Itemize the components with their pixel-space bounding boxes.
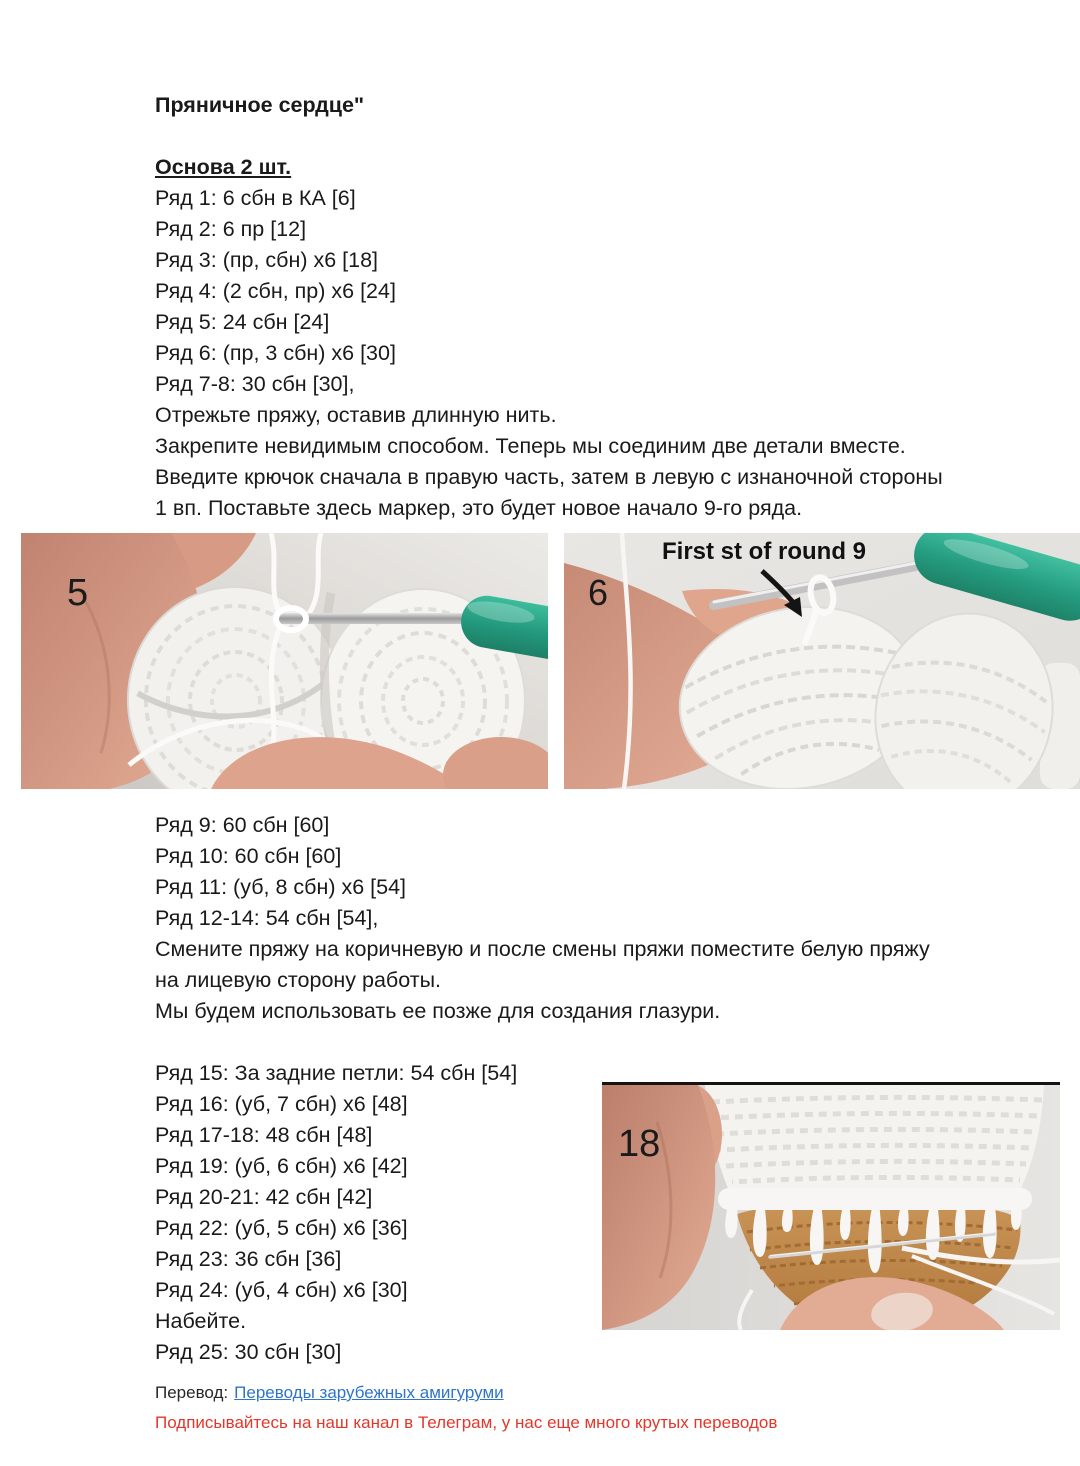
translation-link[interactable]: Переводы зарубежных амигуруми xyxy=(234,1383,504,1402)
photo-label: 5 xyxy=(67,572,89,614)
photo-label: 6 xyxy=(588,572,609,613)
page-title: Пряничное сердце" xyxy=(155,93,365,117)
translation-credit-line xyxy=(155,1378,1080,1408)
pattern-row: Ряд 3: (пр, сбн) х6 [18] xyxy=(155,248,379,272)
pattern-row: Ряд 25: 30 сбн [30] xyxy=(155,1340,342,1364)
pattern-row: Ряд 16: (уб, 7 сбн) х6 [48] xyxy=(155,1092,408,1116)
pattern-row: Ряд 19: (уб, 6 сбн) х6 [42] xyxy=(155,1154,408,1178)
instruction-line: Мы будем использовать ее позже для создания глазури. xyxy=(155,999,721,1023)
photo-step-18 xyxy=(602,1082,1060,1330)
pattern-row: Ряд 1: 6 сбн в КА [6] xyxy=(155,186,356,210)
pattern-text-block xyxy=(0,810,1080,1027)
footer xyxy=(155,1378,1080,1438)
pattern-row: Ряд 2: 6 пр [12] xyxy=(155,217,307,241)
pattern-row: Ряд 23: 36 сбн [36] xyxy=(155,1247,342,1271)
pattern-row: Ряд 9: 60 сбн [60] xyxy=(155,813,330,837)
pattern-row: Ряд 22: (уб, 5 сбн) х6 [36] xyxy=(155,1216,408,1240)
photo-step-6 xyxy=(564,533,1080,789)
pattern-row: Ряд 12-14: 54 сбн [54], xyxy=(155,906,379,930)
pattern-row: Ряд 24: (уб, 4 сбн) х6 [30] xyxy=(155,1278,408,1302)
pattern-row: Ряд 4: (2 сбн, пр) х6 [24] xyxy=(155,279,396,303)
pattern-row: Ряд 5: 24 сбн [24] xyxy=(155,310,330,334)
instruction-line: Набейте. xyxy=(155,1309,247,1333)
instruction-line: Отрежьте пряжу, оставив длинную нить. xyxy=(155,403,557,427)
photo-label: 18 xyxy=(618,1123,661,1165)
pattern-text-block xyxy=(0,1058,1080,1368)
pattern-row: Ряд 17-18: 48 сбн [48] xyxy=(155,1123,373,1147)
section-heading: Основа 2 шт. xyxy=(155,155,292,179)
instruction-line: Смените пряжу на коричневую и после смены пряжи поместите белую пряжу xyxy=(155,937,930,961)
pattern-row: Ряд 15: За задние петли: 54 сбн [54] xyxy=(155,1061,518,1085)
pattern-text-block xyxy=(0,0,1080,524)
instruction-line: 1 вп. Поставьте здесь маркер, это будет новое начало 9-го ряда. xyxy=(155,496,803,520)
pattern-row: Ряд 20-21: 42 сбн [42] xyxy=(155,1185,373,1209)
instruction-line: Введите крючок сначала в правую часть, затем в левую с изнаночной стороны xyxy=(155,465,943,489)
photo-step-5 xyxy=(21,533,548,789)
step-photos-row xyxy=(21,533,1080,789)
photo-annotation: First st of round 9 xyxy=(662,538,866,565)
pattern-row: Ряд 7-8: 30 сбн [30], xyxy=(155,372,355,396)
instruction-line: Закрепите невидимым способом. Теперь мы соединим две детали вместе. xyxy=(155,434,906,458)
photo-top-border xyxy=(602,1082,1060,1085)
translation-prefix: Перевод: xyxy=(155,1383,229,1402)
pattern-row: Ряд 6: (пр, 3 сбн) х6 [30] xyxy=(155,341,396,365)
pattern-row: Ряд 10: 60 сбн [60] xyxy=(155,844,342,868)
instruction-line: на лицевую сторону работы. xyxy=(155,968,441,992)
telegram-note: Подписывайтесь на наш канал в Телеграм, у нас еще много крутых переводов xyxy=(155,1413,778,1432)
pattern-row: Ряд 11: (уб, 8 сбн) х6 [54] xyxy=(155,875,407,899)
